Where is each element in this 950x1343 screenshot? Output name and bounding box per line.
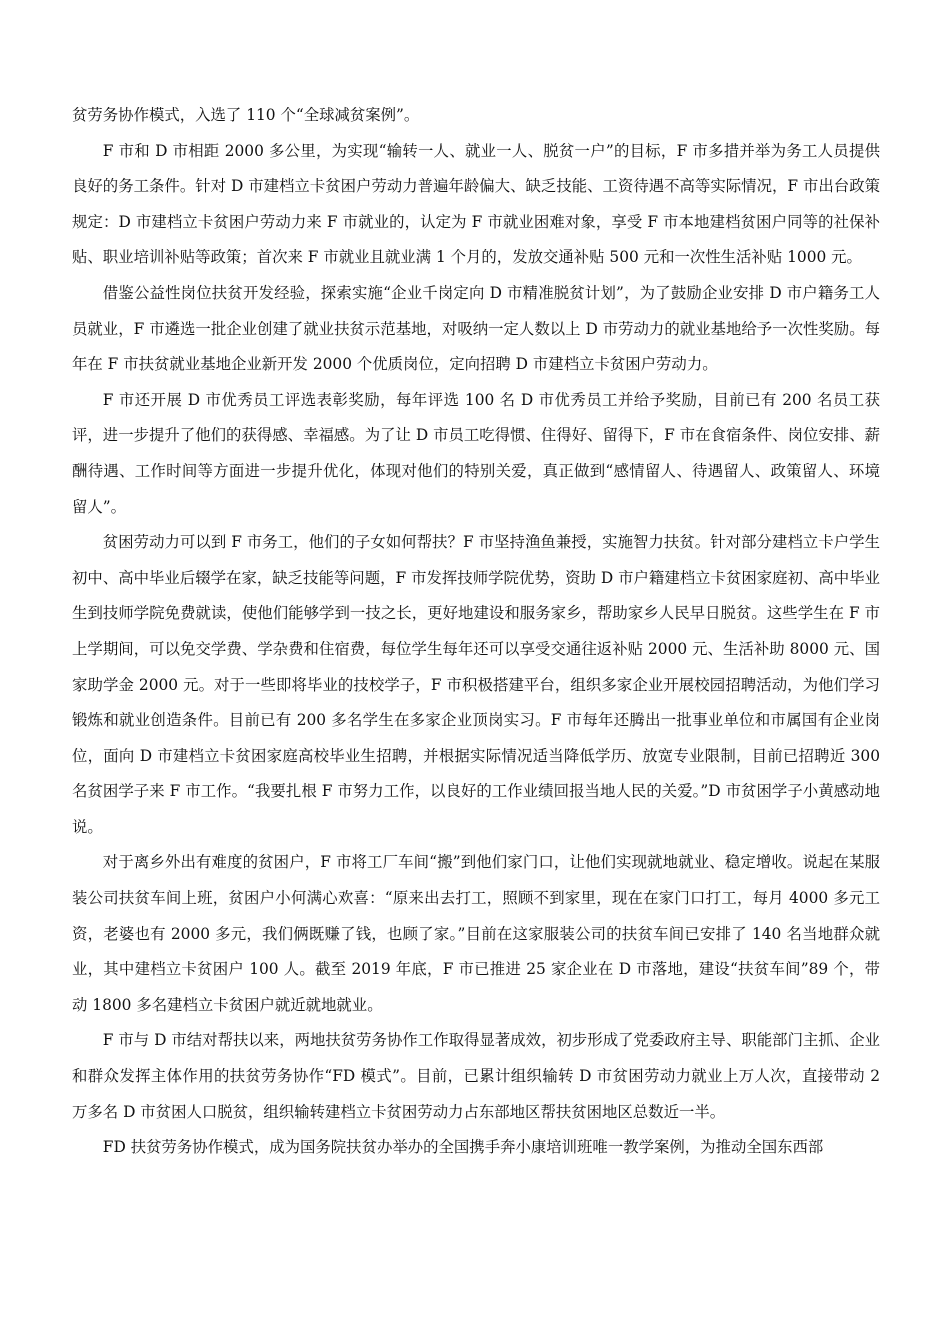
paragraph-continuation: 贫劳务协作模式，入选了 110 个“全球减贫案例”。 [72,106,420,124]
document-body [72,98,880,1166]
paragraph: FD 扶贫劳务协作模式，成为国务院扶贫办举办的全国携手奔小康培训班唯一教学案例，为推动全国东西部 [102,1138,824,1157]
paragraph: 对于离乡外出有难度的贫困户，F 市将工厂车间“搬”到他们家门口，让他们实现就地就业、稳定增收。说起在某服装公司扶贫车间上班，贫困户小何满心欢喜：“原来出去打工，照顾不到家里，现在在家门口打工，每月 4000 多元工资，老婆也有 2000 多元，我们俩既赚了钱，也顾了家。”目前在这家服装公司的扶贫车间已安排了 140 名当地群众就业，其中建档立卡贫困户 100 人。截至 2019 年底，F 市已推进 25 家企业在 D 市落地，建设“扶贫车间”89 个，带动 1800 多名建档立卡贫困户就近就地就业。 [72,853,880,1014]
paragraph: 贫困劳动力可以到 F 市务工，他们的子女如何帮扶？F 市坚持渔鱼兼授，实施智力扶贫。针对部分建档立卡户学生初中、高中毕业后辍学在家，缺乏技能等问题，F 市发挥技师学院优势，资助 D 市户籍建档立卡贫困家庭初、高中毕业生到技师学院免费就读，使他们能够学到一技之长，更好地建设和服务家乡，帮助家乡人民早日脱贫。这些学生在 F 市上学期间，可以免交学费、学杂费和住宿费，每位学生每年还可以享受交通往返补贴 2000 元、生活补助 8000 元、国家助学金 2000 元。对于一些即将毕业的技校学子，F 市积极搭建平台，组织多家企业开展校园招聘活动，为他们学习锻炼和就业创造条件。目前已有 200 多名学生在多家企业顶岗实习。F 市每年还腾出一批事业单位和市属国有企业岗位，面向 D 市建档立卡贫困家庭高校毕业生招聘，并根据实际情况适当降低学历、放宽专业限制，目前已招聘近 300 名贫困学子来 F 市工作。“我要扎根 F 市努力工作，以良好的工作业绩回报当地人民的关爱。”D 市贫困学子小黄感动地说。 [72,533,880,836]
paragraph: F 市与 D 市结对帮扶以来，两地扶贫劳务协作工作取得显著成效，初步形成了党委政府主导、职能部门主抓、企业和群众发挥主体作用的扶贫劳务协作“FD 模式”。目前，已累计组织输转 D 市贫困劳动力就业上万人次，直接带动 2 万多名 D 市贫困人口脱贫，组织输转建档立卡贫困劳动力占东部地区帮扶贫困地区总数近一半。 [72,1031,880,1121]
paragraph: 借鉴公益性岗位扶贫开发经验，探索实施“企业千岗定向 D 市精准脱贫计划”，为了鼓励企业安排 D 市户籍务工人员就业，F 市遴选一批企业创建了就业扶贫示范基地，对吸纳一定人数以上 D 市劳动力的就业基地给予一次性奖励。每年在 F 市扶贫就业基地企业新开发 2000 个优质岗位，定向招聘 D 市建档立卡贫困户劳动力。 [72,283,880,374]
paragraph: F 市还开展 D 市优秀员工评选表彰奖励，每年评选 100 名 D 市优秀员工并给予奖励，目前已有 200 名员工获评，进一步提升了他们的获得感、幸福感。为了让 D 市员工吃得惯、住得好、留得下，F 市在食宿条件、岗位安排、薪酬待遇、工作时间等方面进一步提升优化，体现对他们的特别关爱，真正做到“感情留人、待遇留人、政策留人、环境留人”。 [72,390,880,516]
paragraph: F 市和 D 市相距 2000 多公里，为实现“输转一人、就业一人、脱贫一户”的目标，F 市多措并举为务工人员提供良好的务工条件。针对 D 市建档立卡贫困户劳动力普遍年龄偏大、缺乏技能、工资待遇不高等实际情况，F 市出台政策规定：D 市建档立卡贫困户劳动力来 F 市就业的，认定为 F 市就业困难对象，享受 F 市本地建档贫困户同等的社保补贴、职业培训补贴等政策；首次来 F 市就业且就业满 1 个月的，发放交通补贴 500 元和一次性生活补贴 1000 元。 [72,141,880,267]
